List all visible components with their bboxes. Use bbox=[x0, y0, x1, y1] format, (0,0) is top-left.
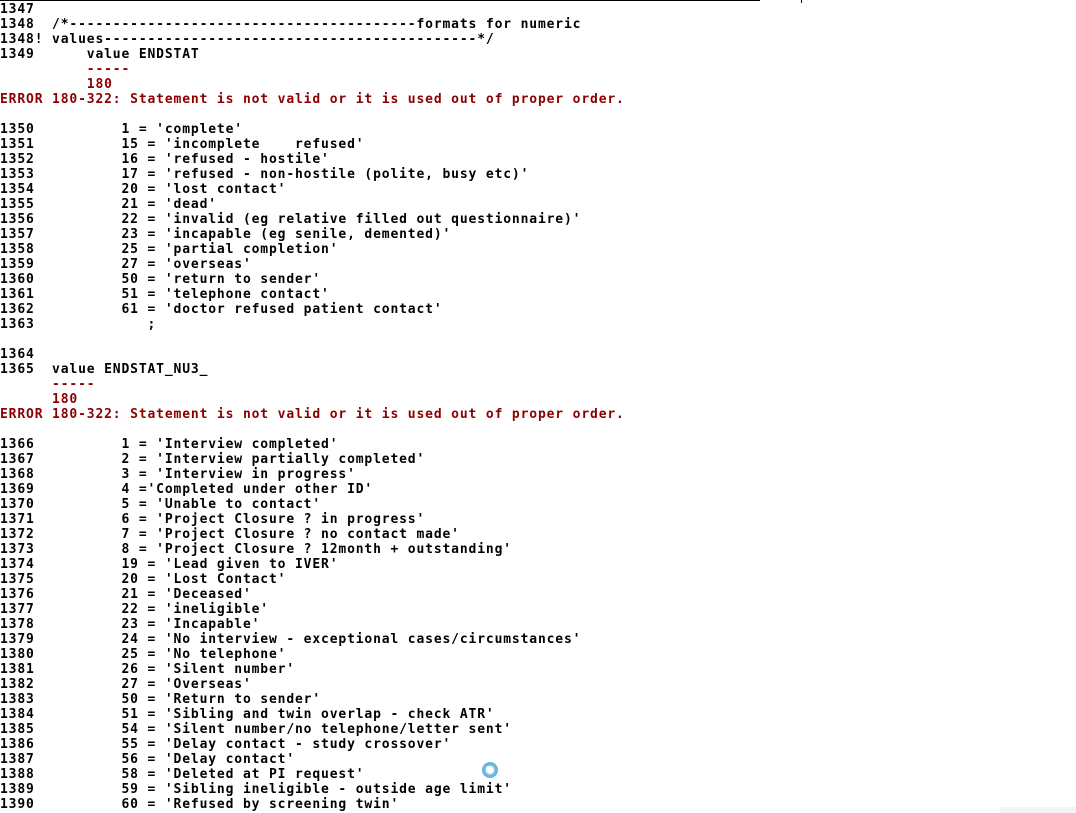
log-line: 1364 bbox=[0, 347, 35, 362]
log-line: 1349 value ENDSTAT bbox=[0, 47, 200, 62]
log-line: 1365 value ENDSTAT_NU3_ bbox=[0, 362, 209, 377]
log-line: 1363 ; bbox=[0, 317, 157, 332]
log-blank-line bbox=[0, 332, 1076, 347]
log-error-line: ERROR 180-322: Statement is not valid or it is used out of proper order. bbox=[0, 407, 625, 422]
log-line: 180 bbox=[0, 392, 79, 407]
log-line: 1356 22 = 'invalid (eg relative filled out questionnaire)' bbox=[0, 212, 582, 227]
sas-log-output bbox=[0, 2, 1076, 812]
status-strip bbox=[1000, 807, 1076, 813]
log-line: 1377 22 = 'ineligible' bbox=[0, 602, 269, 617]
log-line: 1357 23 = 'incapable (eg senile, demented)' bbox=[0, 227, 452, 242]
log-line: 1389 59 = 'Sibling ineligible - outside age limit' bbox=[0, 782, 512, 797]
log-line: 1347 bbox=[0, 2, 35, 17]
log-line: 1366 1 = 'Interview completed' bbox=[0, 437, 339, 452]
log-line: 1348 /*----------------------------------------formats for numeric bbox=[0, 17, 582, 32]
log-line: 1354 20 = 'lost contact' bbox=[0, 182, 287, 197]
log-line: 1390 60 = 'Refused by screening twin' bbox=[0, 797, 400, 812]
busy-spinner-icon bbox=[482, 762, 498, 778]
log-line: 1361 51 = 'telephone contact' bbox=[0, 287, 330, 302]
log-line: 180 bbox=[0, 77, 113, 92]
log-line: 1384 51 = 'Sibling and twin overlap - check ATR' bbox=[0, 707, 495, 722]
log-line: 1360 50 = 'return to sender' bbox=[0, 272, 322, 287]
log-line: 1376 21 = 'Deceased' bbox=[0, 587, 252, 602]
log-line: 1381 26 = 'Silent number' bbox=[0, 662, 296, 677]
log-line: 1382 27 = 'Overseas' bbox=[0, 677, 252, 692]
log-line: 1380 25 = 'No telephone' bbox=[0, 647, 287, 662]
log-line: 1371 6 = 'Project Closure ? in progress' bbox=[0, 512, 426, 527]
log-line: 1355 21 = 'dead' bbox=[0, 197, 217, 212]
log-line: 1374 19 = 'Lead given to IVER' bbox=[0, 557, 339, 572]
log-line: 1375 20 = 'Lost Contact' bbox=[0, 572, 287, 587]
log-line: 1372 7 = 'Project Closure ? no contact made' bbox=[0, 527, 460, 542]
log-line: 1387 56 = 'Delay contact' bbox=[0, 752, 296, 767]
log-line: 1373 8 = 'Project Closure ? 12month + outstanding' bbox=[0, 542, 512, 557]
log-line: 1379 24 = 'No interview - exceptional cases/circumstances' bbox=[0, 632, 582, 647]
log-blank-line bbox=[0, 107, 1076, 122]
log-line: 1350 1 = 'complete' bbox=[0, 122, 243, 137]
log-line: 1386 55 = 'Delay contact - study crossover' bbox=[0, 737, 452, 752]
log-line: 1370 5 = 'Unable to contact' bbox=[0, 497, 322, 512]
log-line: 1358 25 = 'partial completion' bbox=[0, 242, 339, 257]
log-line: 1351 15 = 'incomplete refused' bbox=[0, 137, 365, 152]
log-line: 1368 3 = 'Interview in progress' bbox=[0, 467, 356, 482]
log-line: 1348! values-------------------------------------------*/ bbox=[0, 32, 495, 47]
log-line: 1383 50 = 'Return to sender' bbox=[0, 692, 322, 707]
log-line: 1359 27 = 'overseas' bbox=[0, 257, 252, 272]
log-line: 1385 54 = 'Silent number/no telephone/letter sent' bbox=[0, 722, 512, 737]
log-line: 1362 61 = 'doctor refused patient contact' bbox=[0, 302, 443, 317]
log-line: 1378 23 = 'Incapable' bbox=[0, 617, 261, 632]
log-line: 1369 4 ='Completed under other ID' bbox=[0, 482, 374, 497]
log-line: ----- bbox=[0, 377, 96, 392]
log-blank-line bbox=[0, 422, 1076, 437]
log-line: 1353 17 = 'refused - non-hostile (polite, busy etc)' bbox=[0, 167, 530, 182]
log-line: ----- bbox=[0, 62, 131, 77]
log-line: 1388 58 = 'Deleted at PI request' bbox=[0, 767, 365, 782]
log-line: 1367 2 = 'Interview partially completed' bbox=[0, 452, 426, 467]
log-line: 1352 16 = 'refused - hostile' bbox=[0, 152, 330, 167]
window-top-border bbox=[0, 0, 760, 1]
log-error-line: ERROR 180-322: Statement is not valid or it is used out of proper order. bbox=[0, 92, 625, 107]
